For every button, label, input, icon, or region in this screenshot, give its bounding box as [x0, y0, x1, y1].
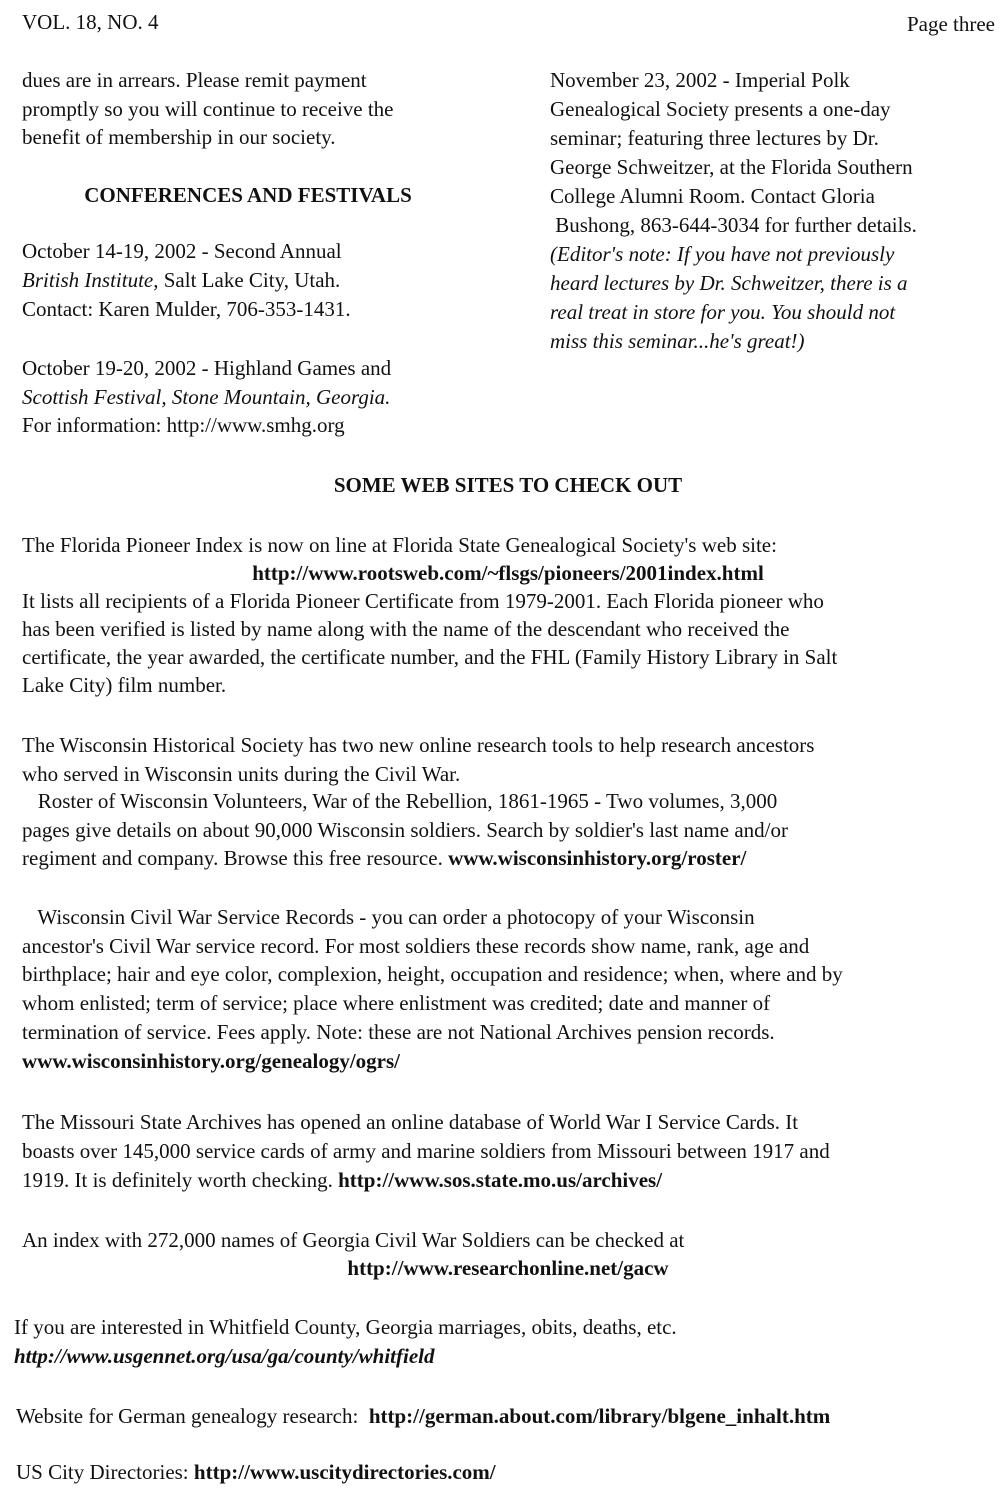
event-imperial-polk-line: George Schweitzer, at the Florida Southern [550, 155, 913, 179]
page-number: Page three [906, 12, 995, 36]
text-segment: heard lectures by Dr. Schweitzer, there is a [550, 271, 908, 295]
florida-body-line: It lists all recipients of a Florida Pioneer Certificate from 1979-2001. Each Florida pioneer who [22, 589, 824, 613]
url-link[interactable]: http://www.sos.state.mo.us/archives/ [338, 1168, 663, 1192]
event-imperial-polk-line [550, 269, 908, 297]
text-segment: (Editor's note: If you have not previously [550, 242, 895, 266]
georgia-url-line [347, 1254, 668, 1282]
text-segment: real treat in store for you. You should not [550, 300, 896, 324]
url-link[interactable]: http://www.usgennet.org/usa/ga/county/whitfield [14, 1344, 435, 1368]
text-segment: US City Directories: [16, 1460, 194, 1484]
event-highland-games-line: October 19-20, 2002 - Highland Games and [22, 356, 392, 380]
event-imperial-polk-line: seminar; featuring three lectures by Dr. [550, 126, 879, 150]
url-link[interactable]: http://www.researchonline.net/gacw [347, 1256, 669, 1280]
wisconsin-records-line: birthplace; hair and eye color, complexion, height, occupation and residence; when, where and by [22, 962, 843, 986]
text-segment: miss this seminar...he's great!) [550, 329, 805, 353]
georgia-index-line: An index with 272,000 names of Georgia Civil War Soldiers can be checked at [22, 1228, 685, 1252]
event-imperial-polk-line: Bushong, 863-644-3034 for further details. [550, 213, 917, 237]
florida-body-line: has been verified is listed by name along with the name of the descendant who received the [22, 617, 790, 641]
wisconsin-roster-line: pages give details on about 90,000 Wisconsin soldiers. Search by soldier's last name and/or [22, 818, 788, 842]
event-imperial-polk-line: College Alumni Room. Contact Gloria [550, 184, 875, 208]
missouri-archives-line: The Missouri State Archives has opened an online database of World War I Service Cards. It [22, 1110, 799, 1134]
event-british-institute-line: Contact: Karen Mulder, 706-353-1431. [22, 297, 351, 321]
german-genealogy-line [16, 1402, 830, 1430]
event-imperial-polk-line: Genealogical Society presents a one-day [550, 97, 891, 121]
wisconsin-records-line: Wisconsin Civil War Service Records - you can order a photocopy of your Wisconsin [22, 905, 755, 929]
dues-paragraph-line: dues are in arrears. Please remit payment [22, 68, 367, 92]
wisconsin-records-line [22, 1047, 400, 1075]
text-segment: regiment and company. Browse this free resource. [22, 846, 449, 870]
wisconsin-roster-line: Roster of Wisconsin Volunteers, War of the Rebellion, 1861-1965 - Two volumes, 3,000 [22, 789, 778, 813]
conferences-heading: CONFERENCES AND FESTIVALS [84, 183, 412, 207]
text-segment: British Institute [22, 268, 154, 292]
url-link[interactable]: http://german.about.com/library/blgene_inhalt.htm [368, 1404, 831, 1428]
wisconsin-roster-line [22, 844, 746, 872]
florida-url-line [252, 559, 764, 587]
web-sites-heading: SOME WEB SITES TO CHECK OUT [333, 473, 683, 497]
missouri-archives-line [22, 1166, 662, 1194]
whitfield-county-line: If you are interested in Whitfield County, Georgia marriages, obits, deaths, etc. [14, 1315, 677, 1339]
florida-intro-line: The Florida Pioneer Index is now on line at Florida State Genealogical Society's web site: [22, 533, 777, 557]
event-imperial-polk-line [550, 240, 894, 268]
url-link[interactable]: www.wisconsinhistory.org/roster/ [448, 846, 747, 870]
url-link[interactable]: http://www.uscitydirectories.com/ [193, 1460, 496, 1484]
wisconsin-records-line: termination of service. Fees apply. Note: these are not National Archives pension records. [22, 1020, 775, 1044]
wisconsin-records-line: ancestor's Civil War service record. For most soldiers these records show name, rank, age and [22, 934, 810, 958]
text-segment: 1919. It is definitely worth checking. [22, 1168, 339, 1192]
wisconsin-intro-line: The Wisconsin Historical Society has two new online research tools to help research ancestors [22, 733, 815, 757]
event-highland-games-line: For information: http://www.smhg.org [22, 413, 345, 437]
florida-body-line: Lake City) film number. [22, 673, 227, 697]
missouri-archives-line: boasts over 145,000 service cards of army and marine soldiers from Missouri between 1917 and [22, 1139, 830, 1163]
text-segment: , Salt Lake City, Utah. [153, 268, 341, 292]
florida-body-line: certificate, the year awarded, the certificate number, and the FHL (Family History Library in Salt [22, 645, 838, 669]
dues-paragraph-line: benefit of membership in our society. [22, 125, 336, 149]
text-segment: Scottish Festival, Stone Mountain, Georgia. [22, 385, 391, 409]
event-british-institute-line: October 14-19, 2002 - Second Annual [22, 239, 342, 263]
event-imperial-polk-line: November 23, 2002 - Imperial Polk [550, 68, 850, 92]
text-segment: Website for German genealogy research: [16, 1404, 369, 1428]
dues-paragraph-line: promptly so you will continue to receive the [22, 97, 394, 121]
url-link[interactable]: www.wisconsinhistory.org/genealogy/ogrs/ [22, 1049, 401, 1073]
event-imperial-polk-line [550, 298, 895, 326]
whitfield-county-line [14, 1342, 434, 1370]
event-highland-games-line [22, 383, 390, 411]
event-imperial-polk-line [550, 327, 805, 355]
wisconsin-records-line: whom enlisted; term of service; place where enlistment was credited; date and manner of [22, 991, 771, 1015]
wisconsin-intro-line: who served in Wisconsin units during the Civil War. [22, 762, 461, 786]
event-british-institute-line [22, 266, 340, 294]
url-link[interactable]: http://www.rootsweb.com/~flsgs/pioneers/2001index.html [252, 561, 764, 585]
us-city-directories-line [16, 1458, 496, 1486]
volume-number: VOL. 18, NO. 4 [22, 10, 159, 34]
